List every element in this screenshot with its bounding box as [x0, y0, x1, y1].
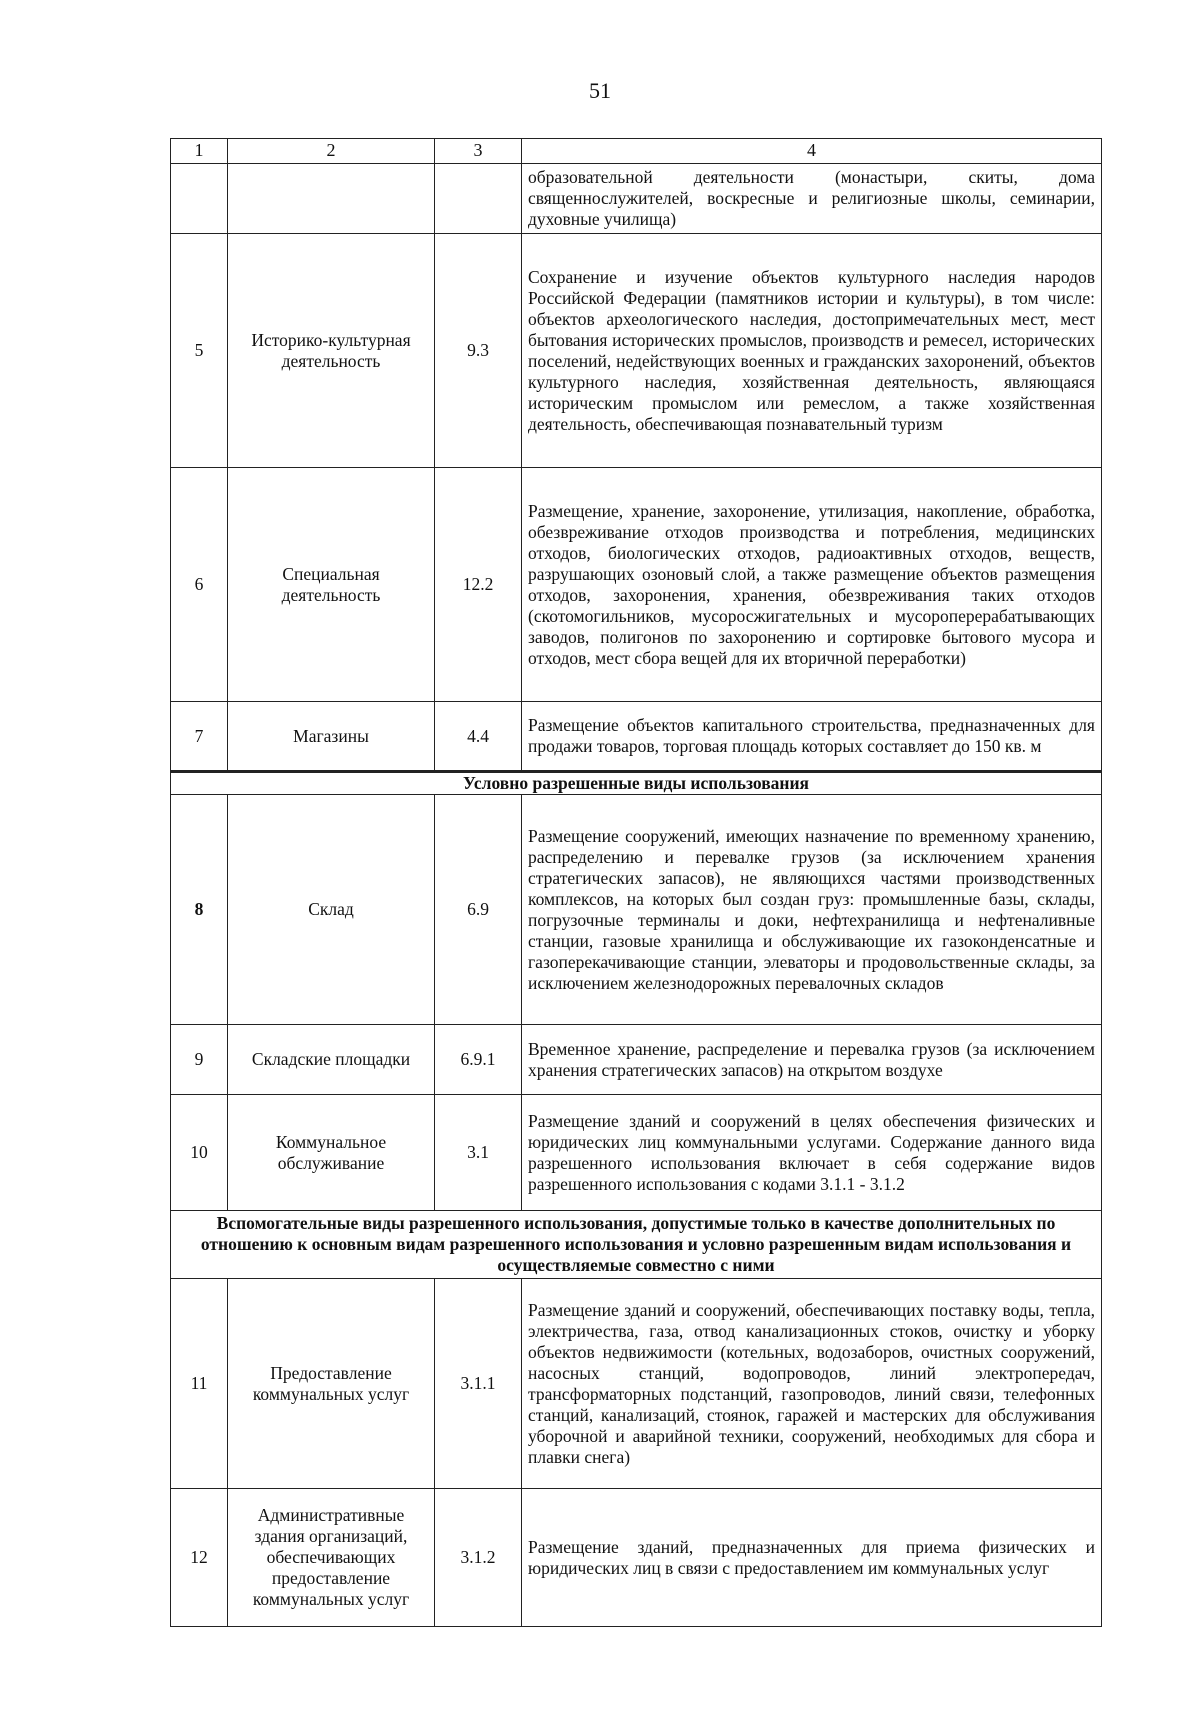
section-conditional-title: Условно разрешенные виды использования: [171, 772, 1102, 795]
row-description: образовательной деятельности (монастыри, скиты, дома священнослужителей, воскресные и религиозные школы, семинарии, духовные училища): [522, 164, 1102, 234]
page-number: 51: [589, 78, 611, 103]
section-conditional-row: [171, 772, 1102, 795]
row-number: 10: [171, 1095, 228, 1211]
table-row: [171, 1025, 1102, 1095]
row-description: Размещение зданий и сооружений в целях обеспечения физических и юридических лиц коммунальными услугами. Содержание данного вида разрешенного использования включает в себя содержание видов разрешенного использования с кодами 3.1.1 - 3.1.2: [522, 1095, 1102, 1211]
row-code: 4.4: [435, 702, 522, 772]
row-number: 11: [171, 1279, 228, 1489]
row-name: [228, 164, 435, 234]
row-description: Размещение сооружений, имеющих назначение по временному хранению, распределению и перевалке грузов (за исключением хранения стратегических запасов), не являющихся частями производственных комплексов, на которых был создан груз: промышленные базы, склады, погрузочные терминалы и доки, нефтехранилища и нефтеналивные станции, газовые хранилища и обслуживающие их газоконденсатные и газоперекачивающие станции, элеваторы и продовольственные склады, за исключением железнодорожных перевалочных складов: [522, 795, 1102, 1025]
row-description: Временное хранение, распределение и перевалка грузов (за исключением хранения стратегических запасов) на открытом воздухе: [522, 1025, 1102, 1095]
header-col-1: 1: [171, 139, 228, 164]
table-row: [171, 234, 1102, 468]
row-code: 3.1.2: [435, 1489, 522, 1627]
header-col-4: 4: [522, 139, 1102, 164]
row-number: [171, 164, 228, 234]
row-name: Магазины: [228, 702, 435, 772]
land-use-table: [170, 138, 1102, 1627]
row-number: 12: [171, 1489, 228, 1627]
table-row: [171, 468, 1102, 702]
row-name: Специальная деятельность: [228, 468, 435, 702]
section-auxiliary-row: [171, 1211, 1102, 1279]
table-row: [171, 795, 1102, 1025]
row-description: Размещение, хранение, захоронение, утилизация, накопление, обработка, обезвреживание отходов производства и потребления, медицинских отходов, биологических отходов, радиоактивных отходов, веществ, разрушающих озоновый слой, а также размещение объектов размещения отходов, захоронения, хранения, обезвреживания таких отходов (скотомогильников, мусоросжигательных и мусороперерабатывающих заводов, полигонов по захоронению и сортировке бытового мусора и отходов, мест сбора вещей для их вторичной переработки): [522, 468, 1102, 702]
table-row: [171, 164, 1102, 234]
row-number: 6: [171, 468, 228, 702]
table-row: [171, 1095, 1102, 1211]
row-code: 6.9.1: [435, 1025, 522, 1095]
row-number: 7: [171, 702, 228, 772]
row-name: Историко-культурная деятельность: [228, 234, 435, 468]
row-number: 9: [171, 1025, 228, 1095]
row-name: Коммунальное обслуживание: [228, 1095, 435, 1211]
row-number: 5: [171, 234, 228, 468]
row-code: 9.3: [435, 234, 522, 468]
row-name: Предоставление коммунальных услуг: [228, 1279, 435, 1489]
row-description: Сохранение и изучение объектов культурного наследия народов Российской Федерации (памятников истории и культуры), в том числе: объектов археологического наследия, достопримечательных мест, мест бытования исторических промыслов, производств и ремесел, исторических поселений, недействующих военных и гражданских захоронений, объектов культурного наследия, хозяйственная деятельность, являющаяся историческим промыслом или ремеслом, а также хозяйственная деятельность, обеспечивающая познавательный туризм: [522, 234, 1102, 468]
row-name: Административные здания организаций, обеспечивающих предоставление коммунальных услуг: [228, 1489, 435, 1627]
row-code: 12.2: [435, 468, 522, 702]
table-header-row: [171, 139, 1102, 164]
row-code: 6.9: [435, 795, 522, 1025]
row-number: 8: [171, 795, 228, 1025]
header-col-3: 3: [435, 139, 522, 164]
table-row: [171, 702, 1102, 772]
row-name: Складские площадки: [228, 1025, 435, 1095]
row-code: [435, 164, 522, 234]
table-row: [171, 1279, 1102, 1489]
row-description: Размещение зданий и сооружений, обеспечивающих поставку воды, тепла, электричества, газа, отвод канализационных стоков, очистку и уборку объектов недвижимости (котельных, водозаборов, очистных сооружений, насосных станций, водопроводов, линий электропередач, трансформаторных подстанций, газопроводов, линий связи, телефонных станций, канализаций, стоянок, гаражей и мастерских для обслуживания уборочной и аварийной техники, сооружений, необходимых для сбора и плавки снега): [522, 1279, 1102, 1489]
row-name: Склад: [228, 795, 435, 1025]
table-row: [171, 1489, 1102, 1627]
section-auxiliary-title: Вспомогательные виды разрешенного использования, допустимые только в качестве дополнительных по отношению к основным видам разрешенного использования и условно разрешенным видам использования и осуществляемые совместно с ними: [171, 1211, 1102, 1279]
row-description: Размещение зданий, предназначенных для приема физических и юридических лиц в связи с предоставлением им коммунальных услуг: [522, 1489, 1102, 1627]
row-code: 3.1: [435, 1095, 522, 1211]
row-code: 3.1.1: [435, 1279, 522, 1489]
row-description: Размещение объектов капитального строительства, предназначенных для продажи товаров, торговая площадь которых составляет до 150 кв. м: [522, 702, 1102, 772]
header-col-2: 2: [228, 139, 435, 164]
